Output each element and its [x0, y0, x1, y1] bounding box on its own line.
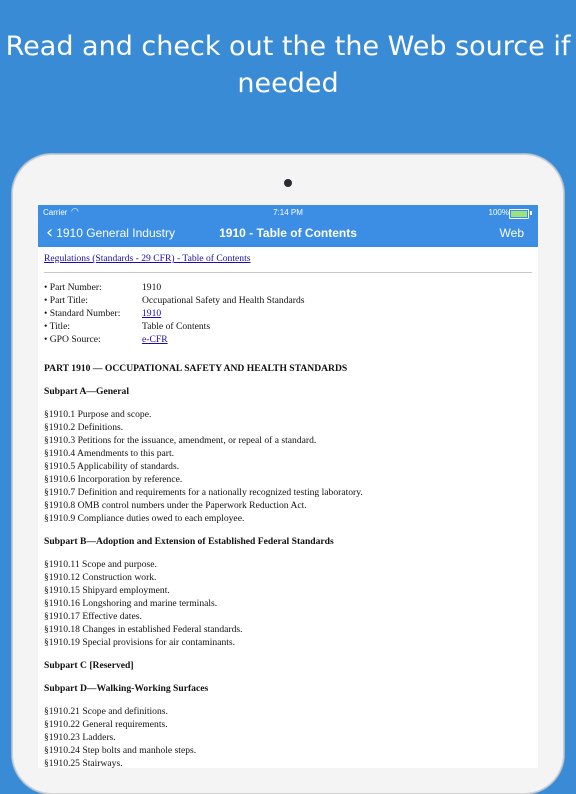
carrier-label: Carrier — [43, 208, 68, 217]
meta-key: • Part Number: — [44, 282, 102, 293]
subpart-heading-d: Subpart D—Walking-Working Surfaces — [44, 683, 209, 694]
section-item: §1910.17 Effective dates. — [44, 611, 142, 622]
section-list-a — [44, 408, 532, 525]
section-item: §1910.18 Changes in established Federal standards. — [44, 624, 243, 635]
section-item: §1910.5 Applicability of standards. — [44, 461, 180, 472]
section-item: §1910.9 Compliance duties owed to each employee. — [44, 513, 245, 524]
meta-key: • Standard Number: — [44, 308, 121, 319]
section-item: §1910.1 Purpose and scope. — [44, 409, 152, 420]
meta-key: • Part Title: — [44, 295, 88, 306]
meta-key: • GPO Source: — [44, 334, 101, 345]
meta-value: Table of Contents — [142, 321, 211, 332]
section-item: §1910.12 Construction work. — [44, 572, 157, 583]
chevron-left-icon: ‹ — [46, 222, 54, 243]
promo-headline-line2: needed — [237, 68, 339, 99]
section-item: §1910.4 Amendments to this part. — [44, 448, 175, 459]
promo-headline-line1: Read and check out the the Web source if — [5, 31, 571, 62]
app-screen — [38, 205, 538, 768]
camera-dot — [284, 179, 292, 187]
battery-percent: 100% — [488, 208, 509, 217]
section-item: §1910.25 Stairways. — [44, 758, 123, 768]
subpart-heading-b: Subpart B—Adoption and Extension of Established Federal Standards — [44, 536, 334, 547]
breadcrumb-link[interactable]: Regulations (Standards - 29 CFR) - Table of Contents — [44, 253, 251, 264]
status-time: 7:14 PM — [273, 208, 303, 217]
meta-value: 1910 — [142, 282, 162, 293]
section-item: §1910.6 Incorporation by reference. — [44, 474, 183, 485]
section-item: §1910.24 Step bolts and manhole steps. — [44, 745, 197, 756]
section-item: §1910.8 OMB control numbers under the Paperwork Reduction Act. — [44, 500, 307, 511]
gpo-source-link[interactable]: e-CFR — [142, 334, 168, 345]
wifi-icon: ◠ — [71, 206, 79, 216]
meta-row-part-title — [44, 294, 532, 307]
divider — [44, 272, 532, 273]
section-item: §1910.19 Special provisions for air contaminants. — [44, 637, 236, 648]
navigation-bar — [38, 219, 538, 247]
section-item: §1910.22 General requirements. — [44, 719, 168, 730]
section-list-b — [44, 558, 532, 649]
nav-title: 1910 - Table of Contents — [219, 226, 357, 240]
section-item: §1910.15 Shipyard employment. — [44, 585, 170, 596]
breadcrumb — [44, 252, 532, 265]
section-item: §1910.3 Petitions for the issuance, amendment, or repeal of a standard. — [44, 435, 317, 446]
part-heading: PART 1910 — OCCUPATIONAL SAFETY AND HEALTH STANDARDS — [44, 363, 348, 374]
section-item: §1910.11 Scope and purpose. — [44, 559, 157, 570]
section-item: §1910.21 Scope and definitions. — [44, 706, 168, 717]
section-item: §1910.7 Definition and requirements for a nationally recognized testing laboratory. — [44, 487, 363, 498]
subpart-heading-c: Subpart C [Reserved] — [44, 660, 134, 671]
promo-headline — [0, 28, 576, 102]
section-list-d — [44, 705, 532, 768]
meta-row-standard-number — [44, 307, 532, 320]
meta-value: Occupational Safety and Health Standards — [142, 295, 305, 306]
subpart-heading-a: Subpart A—General — [44, 386, 130, 397]
status-bar — [38, 205, 538, 219]
meta-row-part-number — [44, 281, 532, 294]
section-item: §1910.16 Longshoring and marine terminals. — [44, 598, 218, 609]
standard-number-link[interactable]: 1910 — [142, 308, 162, 319]
web-button[interactable]: Web — [499, 226, 524, 240]
meta-row-gpo-source — [44, 333, 532, 346]
document-content — [44, 247, 532, 768]
section-item: §1910.2 Definitions. — [44, 422, 124, 433]
meta-key: • Title: — [44, 321, 71, 332]
battery-tip — [530, 211, 532, 215]
meta-table — [44, 281, 532, 346]
meta-row-title — [44, 320, 532, 333]
battery-icon — [509, 209, 529, 219]
back-button-label: 1910 General Industry — [56, 226, 175, 240]
section-item: §1910.23 Ladders. — [44, 732, 116, 743]
